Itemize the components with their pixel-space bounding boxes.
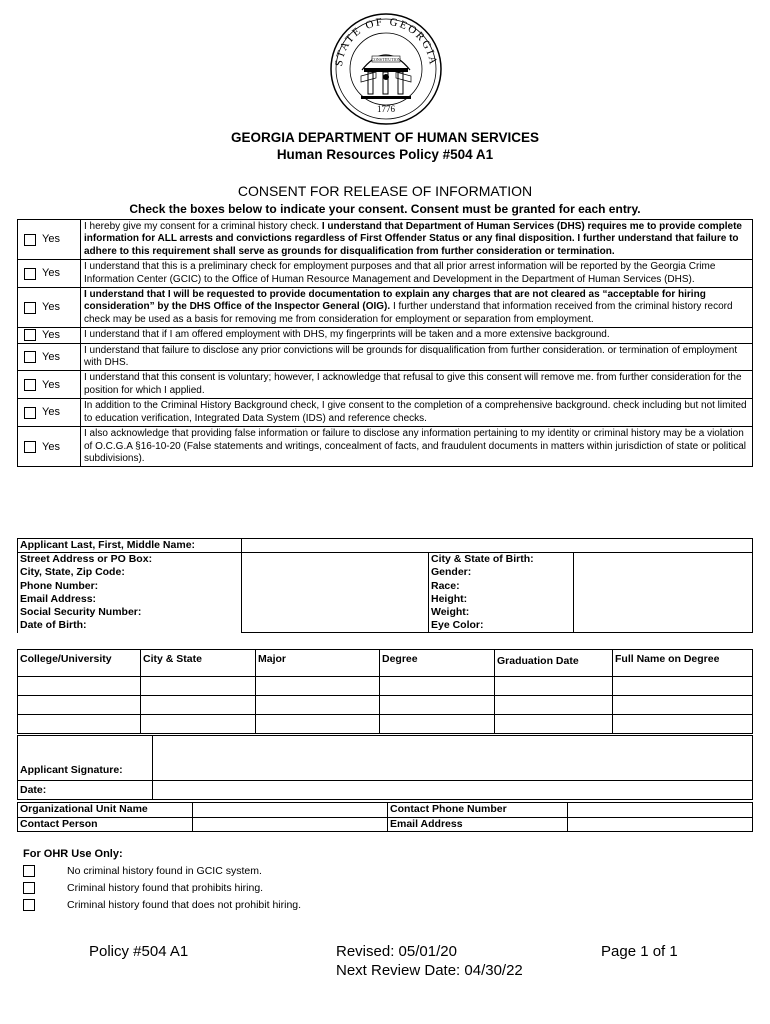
weight-label: Weight:	[431, 606, 470, 619]
ohr-checkbox[interactable]	[23, 899, 35, 911]
consent-statement	[81, 343, 753, 371]
consent-checkbox[interactable]	[24, 268, 36, 280]
consent-text: I hereby give my consent for a criminal history check.	[84, 221, 322, 232]
consent-yes-cell[interactable]	[18, 220, 81, 260]
org-unit-field[interactable]	[193, 803, 388, 818]
consent-statement	[81, 427, 753, 467]
consent-text: I understand that if I am offered employment with DHS, my fingerprints will be taken and a more extensive background.	[84, 329, 610, 341]
footer-page: Page 1 of 1	[601, 943, 678, 960]
col-college: College/University	[18, 650, 141, 677]
col-full-name-degree: Full Name on Degree	[613, 650, 753, 677]
consent-statement	[81, 260, 753, 288]
birth-place-label: City & State of Birth:	[431, 553, 534, 566]
eye-color-label: Eye Color:	[431, 619, 484, 632]
consent-text: I understand that failure to disclose any prior convictions will be grounds for disqualification from further consideration. or termination of employment with DHS.	[84, 344, 738, 369]
footer-next-review: Next Review Date: 04/30/22	[336, 962, 523, 979]
consent-statement	[81, 371, 753, 399]
consent-statement	[81, 288, 753, 328]
department-title: GEORGIA DEPARTMENT OF HUMAN SERVICES	[230, 130, 540, 145]
col-degree: Degree	[380, 650, 495, 677]
georgia-state-seal	[306, 12, 466, 126]
email-address-label-org: Email Address	[388, 817, 568, 832]
contact-person-label: Contact Person	[18, 817, 193, 832]
consent-yes-cell[interactable]	[18, 399, 81, 427]
consent-checkbox[interactable]	[24, 302, 36, 314]
signature-field[interactable]	[153, 736, 753, 781]
phone-number-label: Phone Number:	[20, 579, 99, 592]
consent-row	[18, 220, 753, 260]
applicant-info-table	[17, 538, 753, 633]
city-state-zip-label: City, State, Zip Code:	[20, 566, 125, 579]
consent-text: In addition to the Criminal History Background check, I give consent to the completion of a comprehensive background. check including but not limited to education verification, Integrated Data System (IDS) and reference checks.	[84, 400, 747, 424]
consent-row	[18, 343, 753, 371]
consent-row	[18, 427, 753, 467]
yes-label: Yes	[42, 378, 60, 391]
consent-row	[18, 399, 753, 427]
consent-row	[18, 371, 753, 399]
applicant-name-label: Applicant Last, First, Middle Name:	[18, 539, 242, 553]
ssn-label: Social Security Number:	[20, 606, 142, 619]
ohr-option-does-not-prohibit	[23, 899, 301, 911]
consent-yes-cell[interactable]	[18, 260, 81, 288]
consent-row	[18, 288, 753, 328]
signature-date-field[interactable]	[153, 781, 753, 800]
contact-phone-label: Contact Phone Number	[388, 803, 568, 818]
consent-text: I further understand that information received from the criminal history record check may be used as a basis for removing me from consideration for employment or separation from employment.	[84, 301, 733, 325]
ohr-option-label: No criminal history found in GCIC system.	[67, 865, 262, 877]
education-row[interactable]	[18, 696, 753, 715]
signature-label: Applicant Signature:	[18, 736, 153, 781]
consent-row	[18, 260, 753, 288]
consent-text: I understand that Department of Human Services (DHS) requires me to provide complete information for ALL arrests and convictions regardless of First Offender Status or any final disposition. I further understand that failure to adhere to this requirement shall serve as grounds for disqualification from further consideration or termination.	[84, 221, 742, 257]
consent-checkbox[interactable]	[24, 407, 36, 419]
yes-label: Yes	[42, 350, 60, 363]
date-of-birth-label: Date of Birth:	[20, 619, 87, 632]
consent-text: I also acknowledge that providing false information or failure to disclose any information pertaining to my identity or criminal history may be a violation of O.C.G.A §16-10-20 (False statements and writings, concealment of facts, and fraudulent documents in matters within jurisdiction of state or political subdivisions).	[84, 428, 746, 464]
consent-statement	[81, 328, 753, 343]
height-label: Height:	[431, 592, 468, 605]
consent-text: I understand that I will be requested to provide documentation to explain any charges that are not cleared as “acceptable for hiring consideration” by the DHS Office of the Inspector General (OIG).	[84, 289, 706, 313]
ohr-option-label: Criminal history found that prohibits hiring.	[67, 882, 264, 894]
consent-yes-cell[interactable]	[18, 343, 81, 371]
consent-text: I understand that this is a preliminary check for employment purposes and that all prior arrest information will be reported by the Georgia Crime Information Center (GCIC) to the Office of Human Resource Management and Development in the Department of Human Services (DHS).	[84, 261, 716, 285]
gender-label: Gender:	[431, 566, 472, 579]
ohr-option-prohibits	[23, 882, 263, 894]
form-title: CONSENT FOR RELEASE OF INFORMATION	[237, 183, 533, 199]
ohr-checkbox[interactable]	[23, 882, 35, 894]
consent-row	[18, 328, 753, 343]
consent-instructions: Check the boxes below to indicate your consent. Consent must be granted for each entry.	[129, 202, 641, 216]
applicant-name-field[interactable]	[242, 539, 753, 553]
yes-label: Yes	[42, 267, 60, 280]
org-unit-label: Organizational Unit Name	[18, 803, 193, 818]
signature-table	[17, 735, 753, 800]
yes-label: Yes	[42, 301, 60, 314]
consent-yes-cell[interactable]	[18, 427, 81, 467]
email-address-field[interactable]	[568, 817, 753, 832]
yes-label: Yes	[42, 440, 60, 453]
seal-ring-text: STATE OF GEORGIA	[332, 15, 440, 68]
applicant-left-fields[interactable]	[242, 553, 429, 633]
right-labels	[429, 553, 574, 633]
col-graduation-date: Graduation Date	[495, 650, 613, 677]
ohr-checkbox[interactable]	[23, 865, 35, 877]
street-address-label: Street Address or PO Box:	[20, 553, 153, 566]
consent-text: I understand that this consent is voluntary; however, I acknowledge that refusal to give this consent will remove me. from further consideration for the position for which I applied.	[84, 372, 742, 396]
email-address-label: Email Address:	[20, 592, 97, 605]
consent-table	[17, 219, 753, 467]
consent-statement	[81, 220, 753, 260]
contact-phone-field[interactable]	[568, 803, 753, 818]
applicant-right-fields[interactable]	[574, 553, 753, 633]
consent-checkbox[interactable]	[24, 351, 36, 363]
consent-yes-cell[interactable]	[18, 328, 81, 343]
footer-policy: Policy #504 A1	[89, 943, 189, 960]
race-label: Race:	[431, 579, 460, 592]
education-row[interactable]	[18, 677, 753, 696]
consent-checkbox[interactable]	[24, 441, 36, 453]
footer-revised: Revised: 05/01/20	[336, 943, 457, 960]
yes-label: Yes	[42, 233, 60, 246]
consent-yes-cell[interactable]	[18, 371, 81, 399]
consent-checkbox[interactable]	[24, 329, 36, 341]
ohr-title: For OHR Use Only:	[23, 848, 123, 860]
ohr-option-no-history	[23, 865, 262, 877]
organization-table	[17, 802, 753, 832]
policy-title: Human Resources Policy #504 A1	[276, 147, 494, 162]
col-major: Major	[256, 650, 380, 677]
ohr-option-label: Criminal history found that does not prohibit hiring.	[67, 899, 302, 911]
consent-yes-cell[interactable]	[18, 288, 81, 328]
yes-label: Yes	[42, 406, 60, 419]
seal-banner-text: CONSTITUTION	[371, 57, 401, 62]
col-city-state: City & State	[141, 650, 256, 677]
education-table	[17, 649, 753, 734]
contact-person-field[interactable]	[193, 817, 388, 832]
consent-checkbox[interactable]	[24, 379, 36, 391]
education-row[interactable]	[18, 715, 753, 734]
date-label: Date:	[18, 781, 153, 800]
consent-statement	[81, 399, 753, 427]
yes-label: Yes	[42, 329, 60, 342]
left-labels	[18, 553, 242, 633]
consent-checkbox[interactable]	[24, 234, 36, 246]
seal-year: 1776	[377, 104, 395, 114]
